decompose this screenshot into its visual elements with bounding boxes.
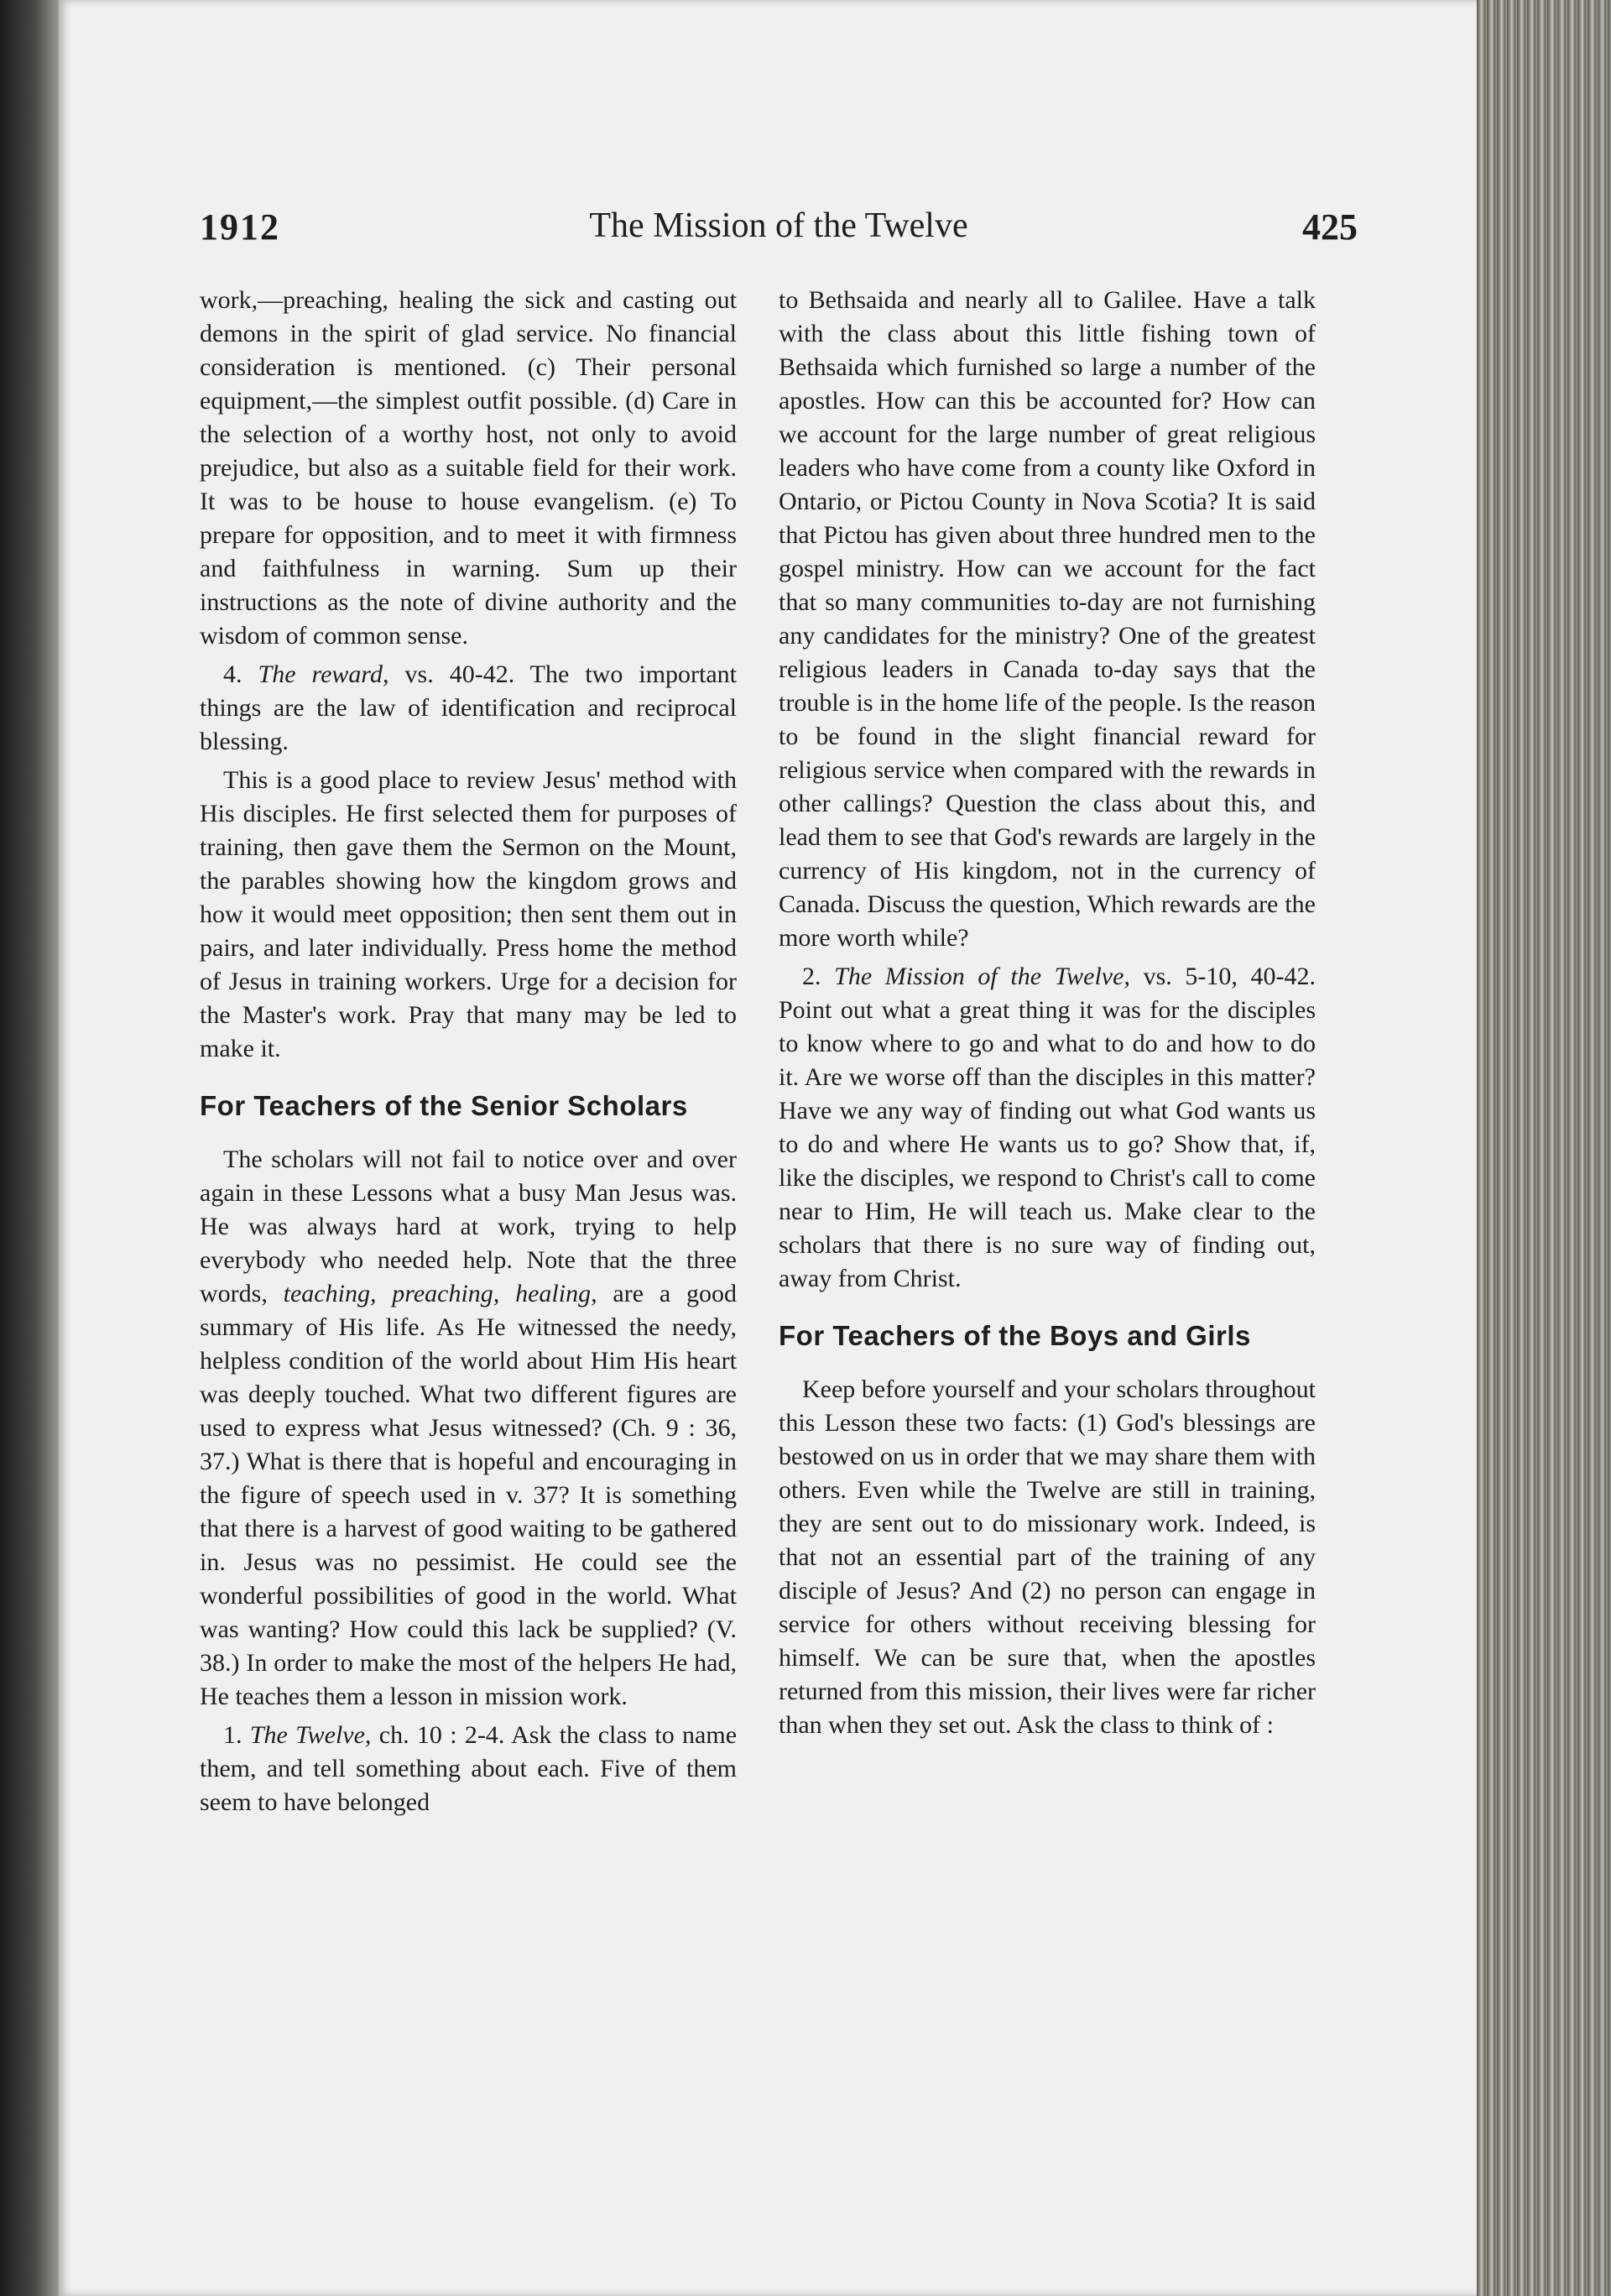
year: 1912	[200, 206, 280, 248]
page-edge	[1477, 0, 1611, 2296]
paragraph-twelve	[200, 1719, 737, 1819]
text: The scholars will not fail to notice over and over again in these Lessons what a busy Man Jesus was. He was always hard at work, trying to help everybody who needed help. Note that the three words,	[200, 1145, 737, 1307]
paragraph: work,—preaching, healing the sick and casting out demons in the spirit of glad service. No financial consideration is mentioned. (c) Their personal equipment,—the simplest outfit possible. (d) Care in the selection of a worthy host, not only to avoid prejudice, but also as a suitable field for their work. It was to be house to house evangelism. (e) To prepare for opposition, and to meet it with firmness and faithfulness in warning. Sum up their instructions as the note of divine authority and the wisdom of common sense.	[200, 286, 737, 650]
item-text: vs. 40-42. The two important things are the law of identification and reciprocal blessing.	[200, 660, 737, 755]
left-column	[200, 284, 737, 1824]
heading-boys-girls: For Teachers of the Boys and Girls	[779, 1320, 1251, 1351]
book-binding	[0, 0, 59, 2296]
running-head	[200, 206, 1358, 256]
item-text: vs. 5-10, 40-42. Point out what a great thing it was for the disciples to know where to go and what to do and how to do it. Are we worse off than the disciples in this matter? Have we any way of finding out what God wants us to do and where He wants us to go? Show that, if, like the disciples, we respond to Christ's call to come near to Him, He will teach us. Make clear to the scholars that there is no sure way of finding out, away from Christ.	[779, 963, 1316, 1292]
item-title: The Twelve,	[249, 1721, 372, 1749]
emphasis: teaching, preaching, healing,	[283, 1280, 597, 1307]
page-number: 425	[1302, 206, 1358, 248]
paragraph-mission	[779, 960, 1316, 1296]
paragraph-senior	[200, 1143, 737, 1714]
paragraph: to Bethsaida and nearly all to Galilee. Have a talk with the class about this little fishing town of Bethsaida which furnished so large a number of the apostles. How can this be accounted for? How can we account for the large number of great religious leaders who have come from a county like Oxford in Ontario, or Pictou County in Nova Scotia? It is said that Pictou has given about three hundred men to the gospel ministry. How can we account for the fact that so many communities to-day are not furnishing any candidates for the ministry? One of the greatest religious leaders in Canada to-day says that the trouble is in the home life of the people. Is the reason to be found in the slight financial reward for religious service when compared with the rewards in other callings? Question the class about this, and lead them to see that God's rewards are largely in the currency of His kingdom, not in the currency of Canada. Discuss the question, Which rewards are the more worth while?	[779, 286, 1316, 952]
item-title: The Mission of the Twelve,	[834, 963, 1130, 990]
right-column	[779, 284, 1316, 1747]
item-number: 4.	[223, 660, 258, 688]
paragraph-reward	[200, 658, 737, 759]
text: are a good summary of His life. As He witnessed the needy, helpless condition of the world about Him His heart was deeply touched. What two different figures are used to express what Jesus witnessed? (Ch. 9 : 36, 37.) What is there that is hopeful and encouraging in the figure of speech used in v. 37? It is something that there is a harvest of good waiting to be gathered in. Jesus was no pessimist. He could see the wonderful possibilities of good in the world. What was wanting? How could this lack be supplied? (V. 38.) In order to make the most of the helpers He had, He teaches them a lesson in mission work.	[200, 1280, 737, 1710]
page-title: The Mission of the Twelve	[589, 206, 968, 245]
item-title: The reward,	[258, 660, 389, 688]
paragraph: This is a good place to review Jesus' method with His disciples. He first selected them for purposes of training, then gave them the Sermon on the Mount, the parables showing how the kingdom grows and how it would meet opposition; then sent them out in pairs, and later individually. Press home the method of Jesus in training workers. Urge for a decision for the Master's work. Pray that many may be led to make it.	[200, 766, 737, 1062]
heading-senior-scholars: For Teachers of the Senior Scholars	[200, 1090, 688, 1121]
item-number: 2.	[802, 963, 835, 990]
item-number: 1.	[223, 1721, 250, 1749]
paragraph: Keep before yourself and your scholars throughout this Lesson these two facts: (1) God's blessings are bestowed on us in order that we may share them with others. Even while the Twelve are still in training, they are sent out to do missionary work. Indeed, is that not an essential part of the training of any disciple of Jesus? And (2) no person can engage in service for others without receiving blessing for himself. We can be sure that, when the apostles returned from this mission, their lives were far richer than when they set out. Ask the class to think of :	[779, 1375, 1316, 1739]
item-text: ch. 10 : 2-4. Ask the class to name them, and tell something about each. Five of them seem to have belonged	[200, 1721, 738, 1816]
